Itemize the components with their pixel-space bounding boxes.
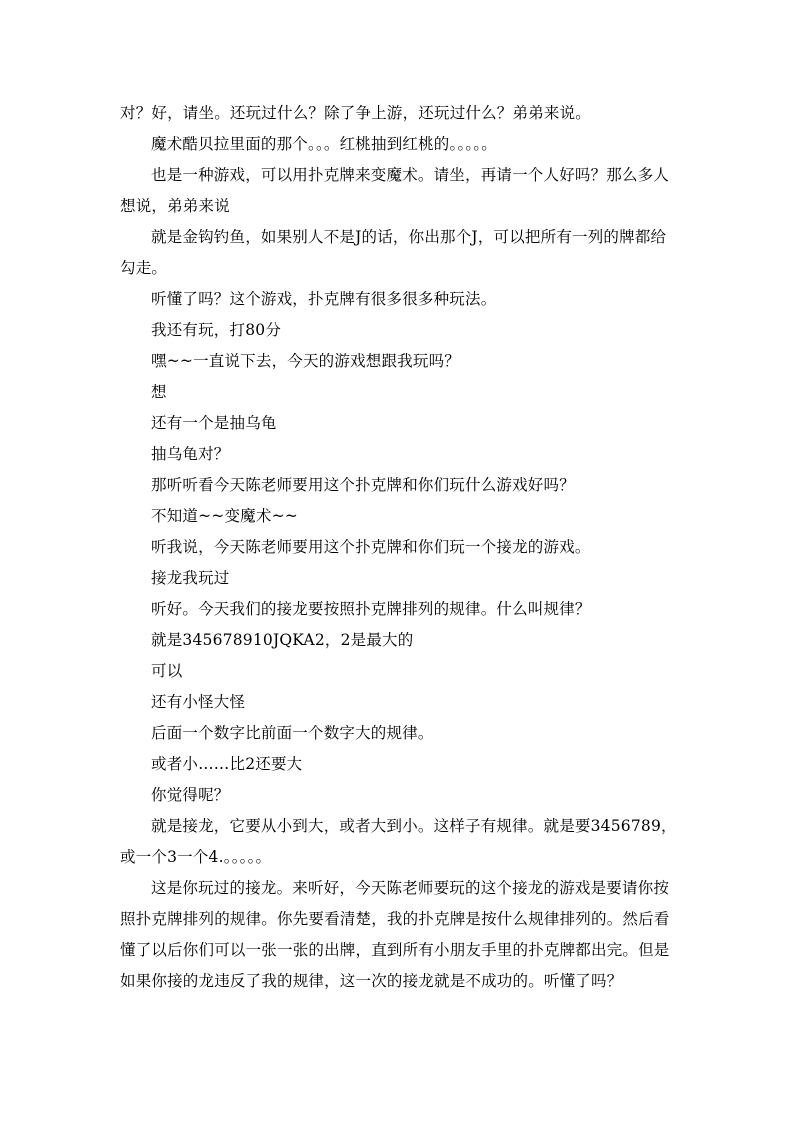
paragraph: 听懂了吗？这个游戏，扑克牌有很多很多种玩法。 <box>151 290 497 308</box>
document-body <box>120 98 680 997</box>
paragraph: 那听听看今天陈老师要用这个扑克牌和你们玩什么游戏好吗？ <box>151 476 575 494</box>
paragraph: 还有一个是抽乌龟 <box>151 414 277 432</box>
paragraph: 对？好，请坐。还玩过什么？除了争上游，还玩过什么？弟弟来说。 <box>120 104 592 122</box>
paragraph: 也是一种游戏，可以用扑克牌来变魔术。请坐，再请一个人好吗？那么多人想说，弟弟来说 <box>120 166 670 215</box>
paragraph: 魔术酷贝拉里面的那个。。。红桃抽到红桃的。。。。。 <box>151 135 498 153</box>
paragraph: 我还有玩，打80分 <box>151 321 282 339</box>
paragraph: 或者小……比2还要大 <box>151 755 303 773</box>
paragraph: 就是金钩钓鱼，如果别人不是J的话，你出那个J，可以把所有一列的牌都给勾走。 <box>120 228 667 277</box>
paragraph: 嘿~~一直说下去，今天的游戏想跟我玩吗？ <box>151 352 460 370</box>
paragraph: 听好。今天我们的接龙要按照扑克牌排列的规律。什么叫规律？ <box>151 600 591 618</box>
paragraph: 想 <box>151 383 167 401</box>
paragraph: 还有小怪大怪 <box>151 693 246 711</box>
paragraph: 听我说，今天陈老师要用这个扑克牌和你们玩一个接龙的游戏。 <box>151 538 591 556</box>
paragraph: 不知道~~变魔术~~ <box>151 507 298 525</box>
paragraph: 这是你玩过的接龙。来听好，今天陈老师要玩的这个接龙的游戏是要请你按照扑克牌排列的规律。你先要看清楚，我的扑克牌是按什么规律排列的。然后看懂了以后你们可以一张一张的出牌，直到所有小朋友手里的扑克牌都出完。但是如果你接的龙违反了我的规律，这一次的接龙就是不成功的。听懂了吗？ <box>120 879 670 990</box>
paragraph: 可以 <box>151 662 183 680</box>
paragraph: 你觉得呢？ <box>151 786 230 804</box>
paragraph: 接龙我玩过 <box>151 569 230 587</box>
paragraph: 后面一个数字比前面一个数字大的规律。 <box>151 724 434 742</box>
paragraph: 就是接龙，它要从小到大，或者大到小。这样子有规律。就是要3456789，或一个3一个4.。。。。。 <box>120 817 677 866</box>
paragraph: 就是345678910JQKA2，2是最大的 <box>151 631 414 649</box>
paragraph: 抽乌龟对？ <box>151 445 230 463</box>
